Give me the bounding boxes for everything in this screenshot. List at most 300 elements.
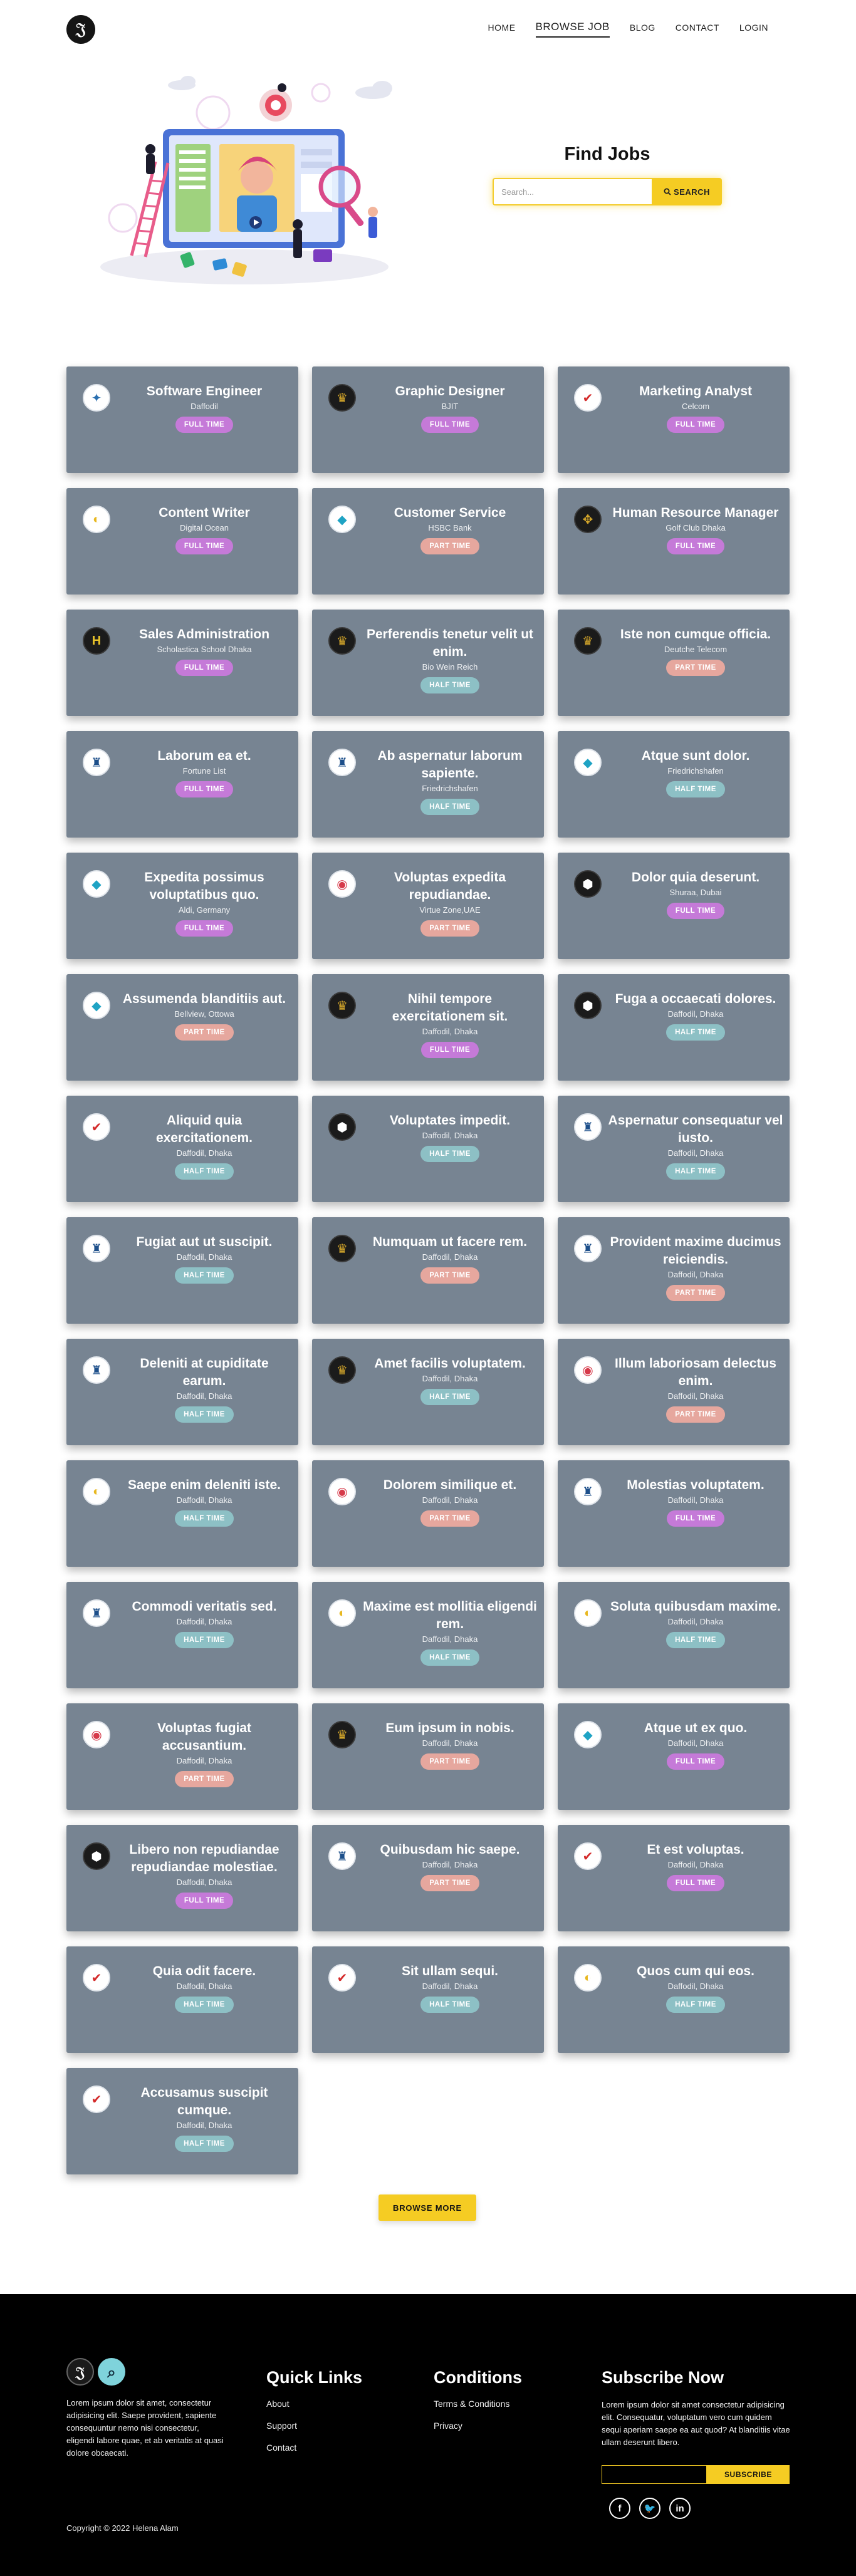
company-logo-icon: ◐ (83, 506, 110, 533)
job-card[interactable] (66, 1582, 298, 1688)
job-info (608, 1963, 783, 2013)
nav-link-home[interactable]: HOME (488, 23, 516, 33)
footer-logo-icon: 𝔍 (66, 2358, 94, 2386)
job-card[interactable] (66, 366, 298, 473)
job-company: Digital Ocean (179, 523, 229, 532)
job-title[interactable]: Laborum ea et. (157, 749, 251, 763)
footer (0, 2294, 856, 2576)
job-card[interactable] (66, 1096, 298, 1202)
job-company: Daffodil, Dhaka (667, 1738, 724, 1748)
facebook-icon[interactable]: f (609, 2498, 630, 2519)
job-info (117, 990, 292, 1041)
subscribe-form (602, 2465, 790, 2484)
job-title[interactable]: Quibusdam hic saepe. (380, 1842, 520, 1857)
search-button[interactable] (652, 178, 722, 205)
job-title[interactable]: Dolorem similique et. (383, 1478, 517, 1492)
nav-link-blog[interactable]: BLOG (629, 23, 655, 33)
job-info (608, 1477, 783, 1527)
job-type-badge: HALF TIME (175, 1510, 234, 1527)
job-company: Bellview, Ottowa (174, 1009, 234, 1019)
company-logo-icon: ✔ (328, 1964, 356, 1992)
job-type-badge: HALF TIME (420, 1997, 479, 2013)
job-type-badge: HALF TIME (666, 1024, 725, 1041)
job-info (608, 747, 783, 797)
job-company: Daffodil, Dhaka (176, 1877, 232, 1887)
job-info (362, 1841, 538, 1891)
company-logo-icon: ⬢ (328, 1113, 356, 1141)
job-type-badge: PART TIME (666, 660, 725, 676)
company-logo-icon: ✔ (83, 2085, 110, 2113)
company-logo-icon: ♜ (83, 1599, 110, 1627)
job-title[interactable]: Fugiat aut ut suscipit. (136, 1235, 273, 1249)
job-info (608, 1233, 783, 1301)
job-card[interactable] (558, 1096, 790, 1202)
job-type-badge: HALF TIME (175, 1163, 234, 1180)
job-type-badge: HALF TIME (666, 1997, 725, 2013)
job-info (117, 1233, 292, 1284)
job-card[interactable] (66, 1825, 298, 1931)
job-info (117, 1720, 292, 1787)
job-type-badge: HALF TIME (420, 1389, 479, 1405)
job-card[interactable] (312, 1703, 544, 1810)
job-title[interactable]: Customer Service (394, 506, 506, 520)
job-type-badge: FULL TIME (667, 538, 724, 554)
job-title[interactable]: Voluptas fugiat accusantium. (157, 1721, 252, 1753)
job-card[interactable] (66, 488, 298, 595)
subscribe-email-input[interactable] (602, 2465, 707, 2484)
job-info (362, 990, 538, 1058)
footer-link-support[interactable]: Support (266, 2421, 298, 2431)
job-type-badge: HALF TIME (420, 799, 479, 815)
job-company: Daffodil, Dhaka (667, 1860, 724, 1869)
job-company: Daffodil, Dhaka (422, 1374, 478, 1383)
company-logo-icon: ◉ (328, 870, 356, 898)
company-logo-icon: ♛ (328, 627, 356, 655)
job-company: Daffodil, Dhaka (176, 1495, 232, 1505)
job-info (362, 1355, 538, 1405)
job-type-badge: FULL TIME (175, 660, 233, 676)
job-company: Daffodil, Dhaka (422, 1738, 478, 1748)
job-card[interactable] (558, 1946, 790, 2053)
footer-link-contact[interactable]: Contact (266, 2443, 297, 2453)
footer-link-privacy[interactable]: Privacy (434, 2421, 462, 2431)
company-logo-icon: ✔ (83, 1113, 110, 1141)
job-type-badge: FULL TIME (175, 920, 233, 937)
company-logo-icon: ♛ (328, 1235, 356, 1262)
job-company: Friedrichshafen (422, 784, 478, 793)
subscribe-heading: Subscribe Now (602, 2368, 724, 2387)
job-info (362, 383, 538, 433)
company-logo-icon: ♛ (328, 384, 356, 412)
company-logo-icon: ♜ (328, 1842, 356, 1870)
company-logo-icon: ✥ (574, 506, 602, 533)
job-type-badge: HALF TIME (175, 1632, 234, 1648)
job-info (117, 1355, 292, 1423)
job-type-badge: FULL TIME (667, 417, 724, 433)
job-title[interactable]: Quia odit facere. (152, 1964, 256, 1978)
conditions-column (434, 2368, 522, 2443)
job-card[interactable] (66, 1217, 298, 1324)
job-card[interactable] (558, 1703, 790, 1810)
job-card[interactable] (312, 974, 544, 1081)
job-info (608, 504, 783, 554)
job-info (117, 747, 292, 797)
job-title[interactable]: Provident maxime ducimus reiciendis. (610, 1235, 781, 1267)
company-logo-icon: ◆ (83, 870, 110, 898)
job-info (362, 1233, 538, 1284)
job-company: Daffodil, Dhaka (422, 1131, 478, 1140)
company-logo-icon: ♛ (328, 992, 356, 1019)
job-type-badge: PART TIME (420, 538, 479, 554)
job-title[interactable]: Soluta quibusdam maxime. (610, 1599, 781, 1614)
job-info (608, 1598, 783, 1648)
job-type-badge: PART TIME (420, 1267, 479, 1284)
job-title[interactable]: Accusamus suscipit cumque. (140, 2085, 268, 2117)
company-logo-icon: ♜ (83, 1235, 110, 1262)
job-type-badge: FULL TIME (175, 417, 233, 433)
job-type-badge: FULL TIME (421, 1042, 479, 1058)
search-icon (664, 188, 671, 195)
job-info (608, 626, 783, 676)
job-info (362, 747, 538, 815)
job-company: Bio Wein Reich (422, 662, 478, 672)
company-logo-icon: ⬢ (574, 992, 602, 1019)
footer-link-about[interactable]: About (266, 2399, 290, 2409)
job-type-badge: PART TIME (175, 1771, 234, 1787)
quick-links-heading: Quick Links (266, 2368, 363, 2387)
job-type-badge: FULL TIME (175, 781, 233, 797)
job-info (362, 869, 538, 937)
job-company: Golf Club Dhaka (665, 523, 726, 532)
job-info (608, 383, 783, 433)
job-card[interactable] (312, 731, 544, 838)
job-title[interactable]: Assumenda blanditiis aut. (122, 992, 286, 1006)
nav-link-login[interactable]: LOGIN (739, 23, 768, 33)
job-card[interactable] (312, 1217, 544, 1324)
company-logo-icon: ⬢ (83, 1842, 110, 1870)
job-company: HSBC Bank (428, 523, 472, 532)
job-title[interactable]: Ab aspernatur laborum sapiente. (377, 749, 523, 781)
job-card[interactable] (312, 1825, 544, 1931)
job-title[interactable]: Dolor quia deserunt. (631, 870, 760, 885)
job-card[interactable] (312, 1582, 544, 1688)
job-type-badge: HALF TIME (175, 1997, 234, 2013)
job-company: Daffodil, Dhaka (667, 1391, 724, 1401)
job-info (608, 1355, 783, 1423)
job-info (117, 2084, 292, 2152)
company-logo-icon: ♜ (574, 1478, 602, 1505)
job-info (117, 626, 292, 676)
job-company: Deutche Telecom (664, 645, 728, 654)
job-title[interactable]: Saepe enim deleniti iste. (128, 1478, 281, 1492)
job-type-badge: PART TIME (175, 1024, 234, 1041)
job-title[interactable]: Voluptas expedita repudiandae. (394, 870, 506, 902)
job-type-badge: HALF TIME (666, 1163, 725, 1180)
search-bar (493, 178, 722, 205)
job-company: Daffodil, Dhaka (422, 1860, 478, 1869)
job-info (362, 1963, 538, 2013)
job-info (362, 1598, 538, 1666)
job-info (608, 1112, 783, 1180)
job-type-badge: PART TIME (420, 1510, 479, 1527)
company-logo-icon: ◆ (328, 506, 356, 533)
job-type-badge: FULL TIME (667, 903, 724, 919)
search-input[interactable] (493, 178, 652, 205)
job-info (362, 1720, 538, 1770)
nav-links (488, 23, 768, 38)
site-logo[interactable]: 𝔍 (66, 15, 95, 44)
job-type-badge: FULL TIME (667, 1753, 724, 1770)
social-links (602, 2498, 793, 2519)
job-title[interactable]: Molestias voluptatem. (627, 1478, 765, 1492)
company-logo-icon: ♜ (328, 749, 356, 776)
company-logo-icon: ♛ (328, 1356, 356, 1384)
job-info (117, 383, 292, 433)
job-title[interactable]: Aliquid quia exercitationem. (155, 1113, 253, 1145)
job-info (362, 626, 538, 693)
job-type-badge: FULL TIME (421, 417, 479, 433)
company-logo-icon: ♜ (574, 1235, 602, 1262)
job-company: Daffodil, Dhaka (422, 1634, 478, 1644)
job-card[interactable] (66, 2068, 298, 2174)
job-card[interactable] (66, 610, 298, 716)
job-info (608, 1720, 783, 1770)
job-title[interactable]: Human Resource Manager (612, 506, 779, 520)
job-title[interactable]: Libero non repudiandae repudiandae molestiae. (129, 1842, 279, 1874)
job-card[interactable] (312, 1460, 544, 1567)
job-card[interactable] (66, 1460, 298, 1567)
job-card[interactable] (66, 1339, 298, 1445)
company-logo-icon: ◆ (574, 749, 602, 776)
job-info (362, 1477, 538, 1527)
job-title[interactable]: Sales Administration (138, 627, 270, 641)
company-logo-icon: ◉ (574, 1356, 602, 1384)
company-logo-icon: ✦ (83, 384, 110, 412)
job-company: Daffodil, Dhaka (667, 1270, 724, 1279)
job-company: Daffodil, Dhaka (422, 1495, 478, 1505)
company-logo-icon: ◆ (83, 992, 110, 1019)
job-card[interactable] (312, 366, 544, 473)
job-company: Daffodil, Dhaka (667, 1617, 724, 1626)
job-company: Daffodil, Dhaka (422, 1981, 478, 1991)
job-title[interactable]: Illum laboriosam delectus enim. (615, 1356, 776, 1388)
job-type-badge: HALF TIME (420, 1649, 479, 1666)
job-card[interactable] (558, 974, 790, 1081)
company-logo-icon: ◐ (574, 1964, 602, 1992)
job-title[interactable]: Commodi veritatis sed. (132, 1599, 277, 1614)
job-info (362, 1112, 538, 1162)
job-type-badge: HALF TIME (420, 1146, 479, 1162)
job-type-badge: PART TIME (420, 1753, 479, 1770)
job-info (117, 1477, 292, 1527)
company-logo-icon: ◐ (328, 1599, 356, 1627)
job-card[interactable] (66, 974, 298, 1081)
job-type-badge: FULL TIME (175, 1893, 233, 1909)
job-type-badge: HALF TIME (666, 781, 725, 797)
job-card[interactable] (66, 1946, 298, 2053)
job-company: Friedrichshafen (667, 766, 724, 776)
job-info (117, 869, 292, 937)
job-grid (66, 366, 790, 2174)
job-card[interactable] (66, 853, 298, 959)
job-card[interactable] (558, 731, 790, 838)
page-title: Find Jobs (564, 144, 650, 164)
twitter-icon[interactable]: 🐦 (639, 2498, 660, 2519)
job-company: Daffodil, Dhaka (176, 1148, 232, 1158)
company-logo-icon: ♜ (83, 1356, 110, 1384)
job-type-badge: HALF TIME (175, 1267, 234, 1284)
hero-illustration (88, 68, 426, 293)
nav-link-contact[interactable]: CONTACT (675, 23, 719, 33)
job-card[interactable] (558, 1217, 790, 1324)
company-logo-icon: ♜ (83, 749, 110, 776)
job-title[interactable]: Eum ipsum in nobis. (385, 1721, 514, 1735)
job-company: Daffodil, Dhaka (667, 1148, 724, 1158)
job-type-badge: FULL TIME (667, 1510, 724, 1527)
job-company: Daffodil, Dhaka (422, 1252, 478, 1262)
search-button-label: SEARCH (674, 187, 710, 197)
job-info (117, 1112, 292, 1180)
subscribe-button[interactable]: SUBSCRIBE (707, 2465, 790, 2484)
footer-about-text: Lorem ipsum dolor sit amet, consectetur adipisicing elit. Saepe provident, sapiente consequuntur nemo nisi consectetur, eligendi labore quae, et ab veritatis at quasi dolore obcaecati. (66, 2398, 224, 2458)
company-logo-icon: ✔ (83, 1964, 110, 1992)
job-title[interactable]: Perferendis tenetur velit ut enim. (366, 627, 534, 659)
job-title[interactable]: Deleniti at cupiditate earum. (140, 1356, 269, 1388)
job-company: Daffodil, Dhaka (176, 1391, 232, 1401)
job-type-badge: PART TIME (420, 1875, 479, 1891)
job-company: BJIT (441, 402, 459, 411)
company-logo-icon: ◉ (328, 1478, 356, 1505)
job-card[interactable] (558, 853, 790, 959)
company-logo-icon: ◐ (574, 1599, 602, 1627)
job-card[interactable] (312, 1339, 544, 1445)
company-logo-icon: ♜ (574, 1113, 602, 1141)
job-info (608, 869, 783, 919)
job-company: Scholastica School Dhaka (157, 645, 252, 654)
quick-links-column (266, 2368, 362, 2464)
job-info (117, 1841, 292, 1909)
job-card[interactable] (312, 1946, 544, 2053)
job-title[interactable]: Iste non cumque officia. (620, 627, 771, 641)
nav-link-browse-job[interactable]: BROWSE JOB (536, 21, 610, 38)
job-company: Daffodil, Dhaka (176, 1756, 232, 1765)
job-type-badge: PART TIME (666, 1406, 725, 1423)
job-company: Virtue Zone,UAE (419, 905, 481, 915)
job-title[interactable]: Sit ullam sequi. (401, 1964, 499, 1978)
subscribe-text: Lorem ipsum dolor sit amet consectetur adipisicing elit. Consequatur, voluptatum vero cum quidem sequi aperiam saepe ea aut quod? At blanditiis vitae ullam deserunt libero. (602, 2400, 790, 2447)
job-type-badge: HALF TIME (666, 1632, 725, 1648)
job-company: Daffodil (191, 402, 218, 411)
job-company: Shuraa, Dubai (669, 888, 722, 897)
browse-more-button[interactable]: BROWSE MORE (378, 2194, 476, 2221)
job-company: Fortune List (182, 766, 226, 776)
job-title[interactable]: Fuga a occaecati dolores. (615, 992, 776, 1006)
job-info (608, 990, 783, 1041)
footer-search-logo-icon: ⌕ (98, 2358, 125, 2386)
job-card[interactable] (312, 1096, 544, 1202)
conditions-heading: Conditions (434, 2368, 522, 2387)
job-card[interactable] (312, 488, 544, 595)
job-title[interactable]: Maxime est mollitia eligendi rem. (363, 1599, 537, 1631)
job-company: Daffodil, Dhaka (667, 1495, 724, 1505)
job-card[interactable] (558, 1460, 790, 1567)
job-company: Daffodil, Dhaka (176, 1252, 232, 1262)
job-title[interactable]: Graphic Designer (395, 384, 505, 398)
job-card[interactable] (66, 1703, 298, 1810)
job-title[interactable]: Atque ut ex quo. (644, 1721, 748, 1735)
job-info (362, 504, 538, 554)
job-title[interactable]: Aspernatur consequatur vel iusto. (608, 1113, 783, 1145)
job-company: Daffodil, Dhaka (176, 2121, 232, 2130)
job-info (117, 1598, 292, 1648)
job-info (117, 1963, 292, 2013)
job-card[interactable] (558, 366, 790, 473)
company-logo-icon: ♛ (574, 627, 602, 655)
job-company: Daffodil, Dhaka (176, 1981, 232, 1991)
top-navbar (0, 0, 856, 58)
job-type-badge: FULL TIME (667, 1875, 724, 1891)
job-card[interactable] (558, 610, 790, 716)
job-title[interactable]: Atque sunt dolor. (641, 749, 750, 763)
job-company: Daffodil, Dhaka (176, 1617, 232, 1626)
job-info (117, 504, 292, 554)
job-card[interactable] (312, 853, 544, 959)
job-card[interactable] (312, 610, 544, 716)
company-logo-icon: ◉ (83, 1721, 110, 1748)
footer-link-terms[interactable]: Terms & Conditions (434, 2399, 510, 2409)
job-card[interactable] (558, 488, 790, 595)
company-logo-icon: H (83, 627, 110, 655)
company-logo-icon: ⬢ (574, 870, 602, 898)
job-title[interactable]: Et est voluptas. (647, 1842, 744, 1857)
copyright-text: Copyright © 2022 Helena Alam (66, 2523, 179, 2533)
job-company: Celcom (681, 402, 710, 411)
job-card[interactable] (558, 1582, 790, 1688)
job-title[interactable]: Marketing Analyst (639, 384, 753, 398)
job-title[interactable]: Amet facilis voluptatem. (374, 1356, 526, 1371)
job-company: Daffodil, Dhaka (667, 1981, 724, 1991)
job-card[interactable] (66, 731, 298, 838)
job-type-badge: PART TIME (420, 920, 479, 937)
job-type-badge: HALF TIME (175, 2136, 234, 2152)
footer-logos (66, 2358, 125, 2386)
company-logo-icon: ♛ (328, 1721, 356, 1748)
job-title[interactable]: Software Engineer (146, 384, 263, 398)
job-card[interactable] (558, 1339, 790, 1445)
job-type-badge: PART TIME (666, 1285, 725, 1301)
company-logo-icon: ✔ (574, 384, 602, 412)
job-title[interactable]: Quos cum qui eos. (637, 1964, 754, 1978)
job-title[interactable]: Nihil tempore exercitationem sit. (392, 992, 508, 1024)
job-company: Daffodil, Dhaka (667, 1009, 724, 1019)
job-title[interactable]: Voluptates impedit. (389, 1113, 511, 1128)
company-logo-icon: ✔ (574, 1842, 602, 1870)
job-type-badge: FULL TIME (175, 538, 233, 554)
job-title[interactable]: Expedita possimus voluptatibus quo. (144, 870, 264, 902)
subscribe-column (602, 2368, 793, 2519)
company-logo-icon: ◆ (574, 1721, 602, 1748)
job-type-badge: HALF TIME (175, 1406, 234, 1423)
job-title[interactable]: Content Writer (159, 506, 250, 520)
job-company: Aldi, Germany (178, 905, 231, 915)
linkedin-icon[interactable]: in (669, 2498, 691, 2519)
company-logo-icon: ◐ (83, 1478, 110, 1505)
job-company: Daffodil, Dhaka (422, 1027, 478, 1036)
job-card[interactable] (558, 1825, 790, 1931)
job-type-badge: HALF TIME (420, 677, 479, 693)
job-title[interactable]: Numquam ut facere rem. (372, 1235, 528, 1249)
job-info (608, 1841, 783, 1891)
